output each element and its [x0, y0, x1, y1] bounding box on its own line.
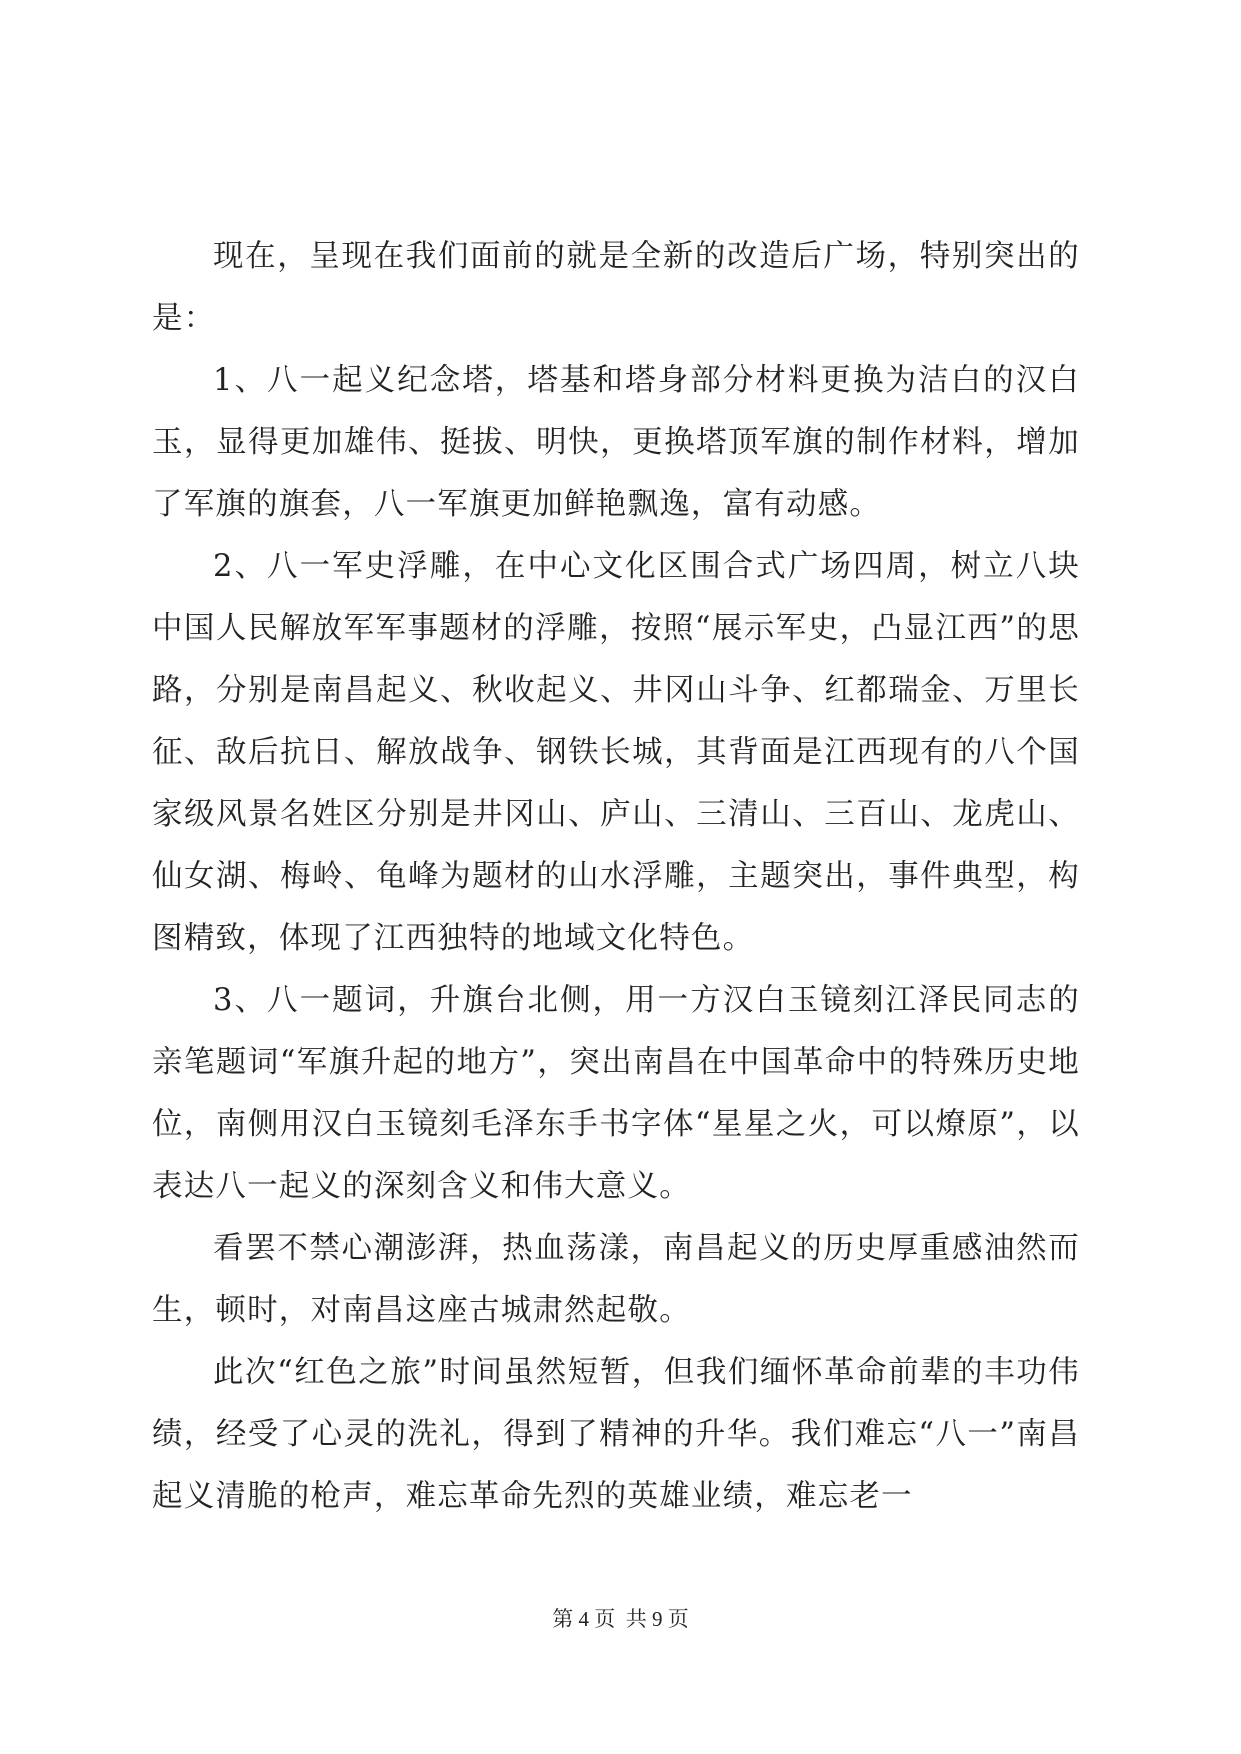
paragraph-item-2: 2、八一军史浮雕，在中心文化区围合式广场四周，树立八块中国人民解放军军事题材的浮雕，按照“展示军史，凸显江西”的思路，分别是南昌起义、秋收起义、井冈山斗争、红都瑞金、万里长征、敌后抗日、解放战争、钢铁长城，其背面是江西现有的八个国家级风景名姓区分别是井冈山、庐山、三清山、三百山、龙虎山、仙女湖、梅岭、龟峰为题材的山水浮雕，主题突出，事件典型，构图精致，体现了江西独特的地域文化特色。 — [152, 549, 1080, 956]
page-number: 第 4 页 共 9 页 — [552, 1607, 689, 1631]
paragraph-conclusion: 此次“红色之旅”时间虽然短暂，但我们缅怀革命前辈的丰功伟绩，经受了心灵的洗礼，得到了精神的升华。我们难忘“八一”南昌起义清脆的枪声，难忘革命先烈的英雄业绩，难忘老一 — [152, 1355, 1080, 1514]
paragraph-item-3: 3、八一题词，升旗台北侧，用一方汉白玉镜刻江泽民同志的亲笔题词“军旗升起的地方”，突出南昌在中国革命中的特殊历史地位，南侧用汉白玉镜刻毛泽东手书字体“星星之火，可以燎原”，以表达八一起义的深刻含义和伟大意义。 — [152, 983, 1080, 1204]
page-footer — [0, 1604, 1241, 1634]
paragraph-item-1: 1、八一起义纪念塔，塔基和塔身部分材料更换为洁白的汉白玉，显得更加雄伟、挺拔、明快，更换塔顶军旗的制作材料，增加了军旗的旗套，八一军旗更加鲜艳飘逸，富有动感。 — [152, 363, 1080, 522]
paragraph-intro: 现在，呈现在我们面前的就是全新的改造后广场，特别突出的是： — [152, 239, 1080, 336]
paragraph-reflection: 看罢不禁心潮澎湃，热血荡漾，南昌起义的历史厚重感油然而生，顿时，对南昌这座古城肃然起敬。 — [152, 1231, 1080, 1328]
document-body — [152, 226, 1080, 1528]
